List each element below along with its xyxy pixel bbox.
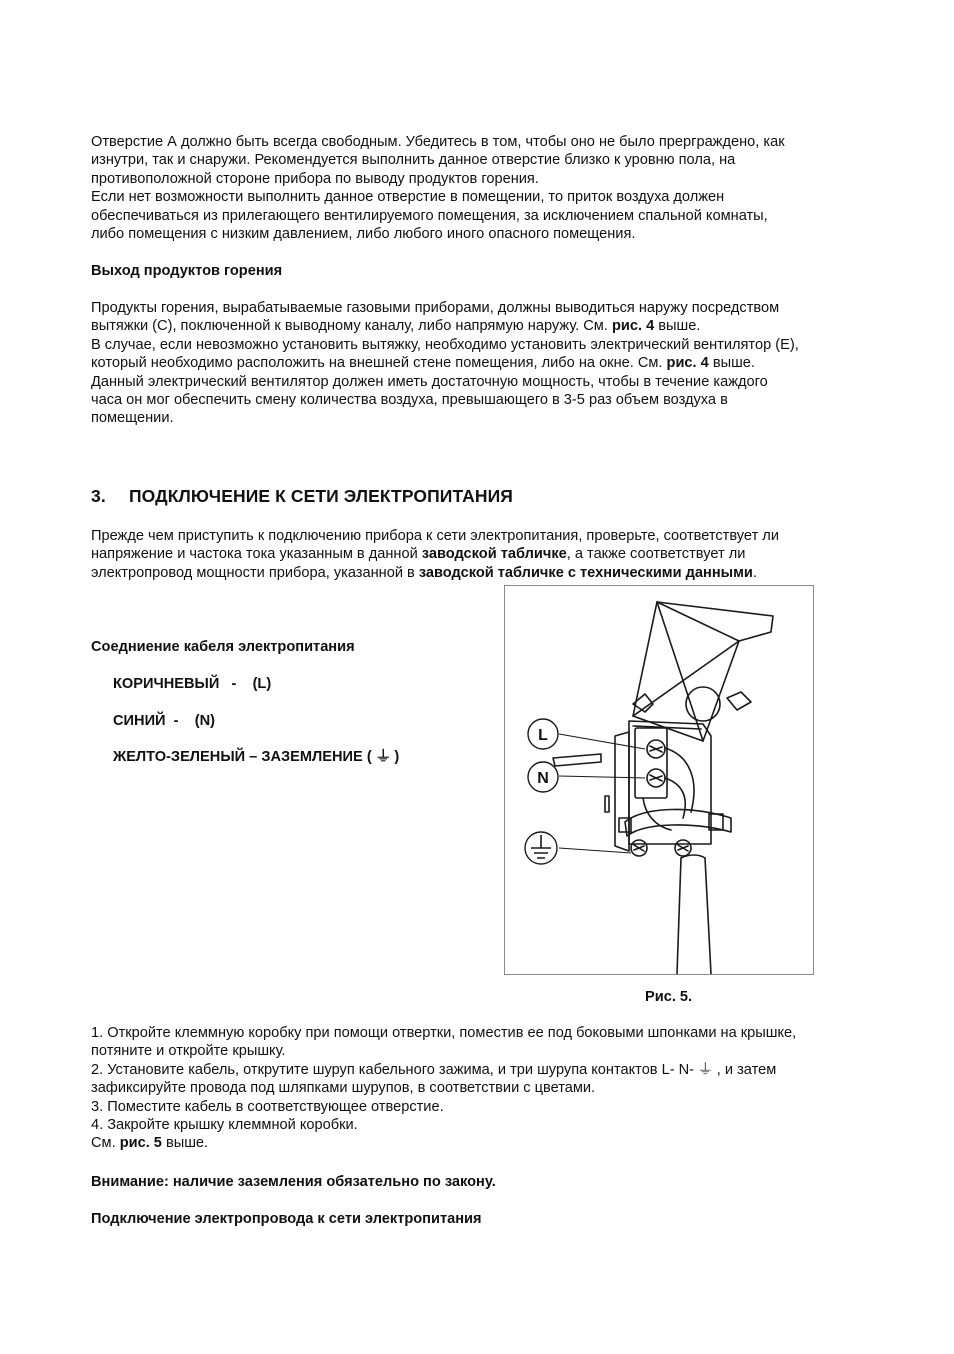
section-heading — [91, 487, 881, 505]
wire-earth — [113, 748, 399, 766]
leader-n — [559, 776, 645, 778]
text-run: вытяжки (С), поключенной к выводному каналу, либо напрямую наружу. См. — [91, 318, 612, 335]
leader-l — [559, 734, 645, 749]
step-line: зафиксируйте провода под шляпками шурупов, в соответствии с цветами. — [91, 1080, 596, 1097]
wire-earth-label: ЖЕЛТО-ЗЕЛЕНЫЙ – ЗАЗЕМЛЕНИЕ ( — [113, 749, 372, 765]
step-line — [91, 1134, 881, 1152]
intro-paragraph — [91, 133, 881, 243]
section-title: ПОДКЛЮЧЕНИЕ К СЕТИ ЭЛЕКТРОПИТАНИЯ — [129, 486, 513, 506]
text-line — [91, 317, 881, 335]
text-run: , и затем — [712, 1061, 777, 1078]
step-line: 3. Поместите кабель в соответствующее отверстие. — [91, 1098, 444, 1115]
text-run: который необходимо расположить на внешней стене помещения, либо на окне. См. — [91, 355, 667, 372]
text-run: , а также соответствует ли — [566, 546, 746, 563]
text-line: Прежде чем приступить к подключению прибора к сети электропитания, проверьте, соответствует ли — [91, 528, 779, 544]
text-line: часа он мог обеспечить смену количества воздуха, превышающего в 3-5 раз объем воздуха в — [91, 392, 728, 409]
text-line — [91, 354, 881, 372]
text-run: 2. Установите кабель, открутите шуруп кабельного зажима, и три шурупа контактов L- N- — [91, 1061, 699, 1078]
earth-icon: ⏚ — [697, 1061, 714, 1078]
lid-cross — [633, 602, 739, 741]
text-line: изнутри, так и снаружи. Рекомендуется выполнить данное отверстие близко к уровню пола, на — [91, 152, 736, 169]
figure-reference: рис. 4 — [611, 318, 655, 335]
text-line — [91, 564, 881, 582]
terminal-box-drawing — [505, 586, 813, 974]
text-run: См. — [91, 1135, 120, 1152]
step-line — [91, 1061, 881, 1079]
steps-list — [91, 1024, 881, 1153]
cable — [677, 858, 711, 974]
mains-heading: Подключение электропровода к сети электропитания — [91, 1211, 482, 1227]
wire-earth-close: ) — [394, 749, 400, 765]
label-n: N — [537, 770, 549, 787]
text-line: Продукты горения, вырабатываемые газовыми приборами, должны выводиться наружу посредством — [91, 300, 780, 316]
step-line: 4. Закройте крышку клеммной коробки. — [91, 1117, 358, 1134]
combustion-paragraph — [91, 299, 881, 428]
lid-top — [657, 602, 773, 641]
text-line: помещении. — [91, 410, 174, 427]
emphasis: заводской табличке — [421, 546, 567, 563]
lid-outline — [633, 602, 739, 741]
figure-reference: рис. 4 — [666, 355, 709, 372]
warning-text: Внимание: наличие заземления обязательно по закону. — [91, 1174, 496, 1190]
text-line: либо помещения с низким давлением, либо любого иного опасного помещения. — [91, 226, 636, 243]
label-l: L — [538, 727, 548, 744]
text-line: Данный электрический вентилятор должен иметь достаточную мощность, чтобы в течение каждого — [91, 373, 768, 390]
text-line: Отверстие А должно быть всегда свободным. Убедитесь в том, чтобы оно не было прерграждено, как — [91, 134, 785, 150]
wire-curve-2 — [665, 778, 685, 818]
text-run: напряжение и частока тока указанным в данной — [91, 546, 422, 563]
side-bracket — [553, 754, 601, 766]
text-line: Если нет возможности выполнить данное отверстие в помещении, то приток воздуха должен — [91, 189, 725, 206]
text-line: В случае, если невозможно установить вытяжку, необходимо установить электрический вентилятор (Е), — [91, 336, 799, 353]
cable-heading: Соедниение кабеля электропитания — [91, 639, 355, 655]
text-run: выше. — [161, 1135, 209, 1152]
step-line: потяните и откройте крышку. — [91, 1043, 286, 1060]
lid-clip-right — [727, 692, 751, 710]
wire-brown: КОРИЧНЕВЫЙ - (L) — [113, 676, 272, 692]
section-number: 3. — [91, 486, 106, 506]
text-run: выше. — [654, 318, 701, 335]
terminal-block — [635, 728, 667, 798]
combustion-heading: Выход продуктов горения — [91, 263, 283, 279]
figure-caption: Рис. 5. — [645, 989, 693, 1005]
step-line: 1. Откройте клеммную коробку при помощи отвертки, поместив ее под боковыми шпонками на крышке, — [91, 1025, 797, 1041]
leader-earth — [559, 848, 631, 853]
wire-blue: СИНИЙ - (N) — [113, 713, 215, 729]
terminal-box-figure — [504, 585, 814, 975]
figure-reference: рис. 5 — [119, 1135, 162, 1152]
text-line: противоположной стороне прибора по выводу продуктов горения. — [91, 170, 539, 187]
text-line — [91, 545, 881, 563]
text-run: выше. — [708, 355, 755, 372]
text-line: обеспечиваться из прилегающего вентилируемого помещения, за исключением спальной комнаты, — [91, 207, 768, 224]
section3-paragraph — [91, 527, 881, 582]
earth-icon: ⏚ — [374, 749, 392, 765]
emphasis: заводской табличке с техническими данными — [418, 564, 753, 581]
text-run: электропровод мощности прибора, указанной в — [91, 564, 419, 581]
text-run: . — [752, 564, 757, 581]
